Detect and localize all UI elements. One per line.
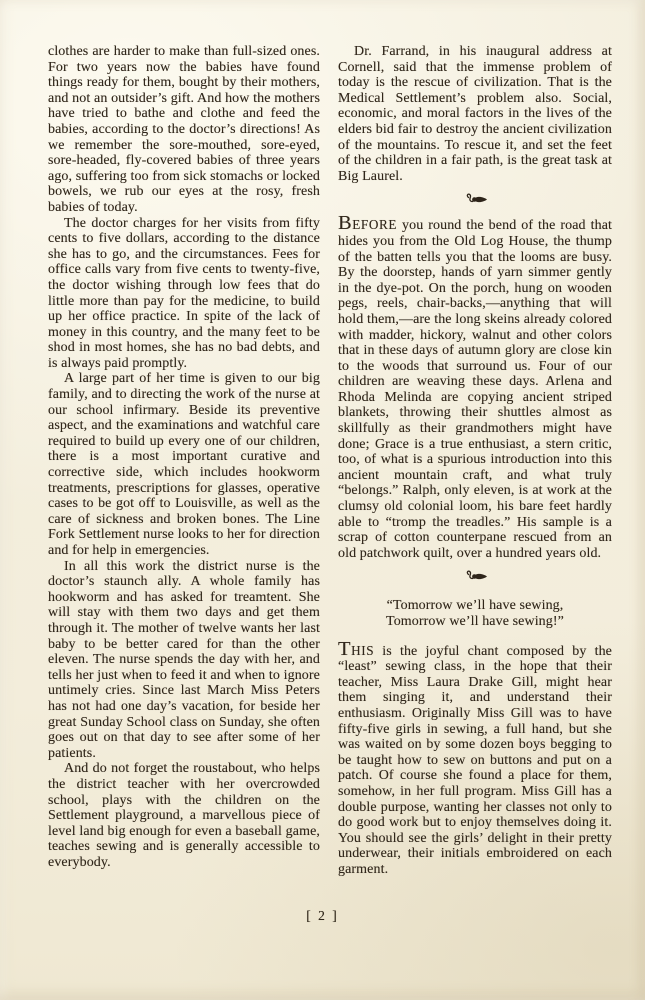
initial-capital: B <box>338 212 353 235</box>
left-column <box>48 44 320 878</box>
verse-line-1: “Tomorrow we’ll have sewing, <box>386 598 564 614</box>
fleuron-ornament-icon <box>338 568 612 584</box>
paragraph-dr-farrand: Dr. Farrand, in his inaugural address at Cornell, said that the immense problem of today is the rescue of civilization. That is the Medical Settlement’s problem also. Social, economic, and moral factors in the lives of the elders bid fair to destroy the ancient civilization of the mountains. To rescue it, and set the feet of the children in a fair path, is the great task at Big Laurel. <box>338 44 612 184</box>
page-number: [ 2 ] <box>306 908 339 923</box>
verse-line-2: Tomorrow we’ll have sewing!” <box>386 614 564 629</box>
right-column <box>338 44 612 878</box>
initial-capital: T <box>338 637 352 660</box>
text-columns <box>48 44 612 878</box>
sewing-chant-verse <box>338 598 612 629</box>
paragraph-babies-clothes: clothes are harder to make than full-sized ones. For two years now the babies have found things ready for them, bought by their mothers, and not an outsider’s gift. And how the mothers have tried to bathe and clothe and feed the babies, according to the doctor’s directions! As we remember the sore-mouthed, sore-eyed, sore-headed, fly-covered babies of three years ago, suffering too from sick stomachs or locked bowels, we rub our eyes at the rosy, fresh babies of today. <box>48 44 320 215</box>
paragraph-roustabout: And do not forget the roustabout, who helps the district teacher with her overcrowded school, plays with the children on the Settlement playground, a marvellous piece of level land big enough for even a baseball game, teaches sewing and is generally accessible to everybody. <box>48 761 320 870</box>
paragraph-doctor-fees: The doctor charges for her visits from fifty cents to five dollars, according to the distance she has to go, and the circumstances. Fees for office calls vary from five cents to twenty-five, the doctor wishing through low fees that do little more than pay for the medicine, to build up her office practice. In spite of the lack of money in this country, and the many feet to be shod in most homes, she has no bad debts, and is always paid promptly. <box>48 215 320 371</box>
initial-word-caps: EFORE <box>352 217 398 233</box>
paragraph-sewing-text: is the joyful chant composed by the “least” sewing class, in the hope that their teacher, Miss Laura Drake Gill, might hear them singing it, and understand their enthusiasm. Originally Miss Gill was to have fifty-five girls in sewing, a full hand, but she was waited on by some dozen boys begging to be taught how to sew on buttons and put on a patch. Of course she found a place for them, somehow, in her full program. Miss Gill has a double purpose, wanting her classes not only to do good work but to enjoy themselves doing it. You should see the girls’ delight in their pretty underwear, their initials embroidered on each garment. <box>338 643 612 877</box>
paragraph-nurse-infirmary: A large part of her time is given to our big family, and to directing the work of the nurse at our school infirmary. Beside its preventive aspect, and the examinations and watchful care required to build up every one of our children, there is a most important curative and corrective side, which includes hookworm treatments, prescriptions for glasses, operative cases to be got off to Louisville, as well as the care of sickness and broken bones. The Line Fork Settlement nurse looks to her for direction and for help in emergencies. <box>48 371 320 558</box>
paragraph-weaving-text: you round the bend of the road that hides you from the Old Log House, the thump of the batten tells you that the looms are busy. By the doorstep, hands of yarn simmer gently in the dye-pot. On the porch, hung on wooden pegs, reels, chair-backs,—anything that will hold them,—are the long skeins already colored with madder, hickory, walnut and other colors that in these days of autumn glory are close kin to the woods that surround us. Four of our children are weaving these days. Arlena and Rhoda Melinda are copying ancient striped blankets, throwing their shuttles almost as skillfully as their grandmothers might have done; Grace is a true enthusiast, a stern critic, too, of what is a spurious introduction into this ancient mountain craft, and what truly “belongs.” Ralph, only eleven, is at work at the clumsy old colonial loom, his bare feet hardly able to “tromp the treadles.” His sample is a scrap of cotton counterpane rescued from an old patchwork quilt, over a hundred years old. <box>338 218 612 561</box>
fleuron-ornament-icon <box>338 191 612 207</box>
paragraph-weaving <box>338 213 612 561</box>
initial-word-caps: HIS <box>351 642 375 658</box>
paragraph-sewing-class <box>338 639 612 878</box>
paragraph-district-nurse: In all this work the district nurse is the doctor’s staunch ally. A whole family has hookworm and has asked for treamtent. She will stay with them two days and get them through it. The mother of twelve wants her last baby to be better cared for than the other eleven. The nurse spends the day with her, and tells her just when to feed it and when to ignore untimely cries. Since last March Miss Peters has not had one day’s vacation, for beside her great Sunday School class on Sunday, she often goes out on that day to see after some of her patients. <box>48 558 320 761</box>
